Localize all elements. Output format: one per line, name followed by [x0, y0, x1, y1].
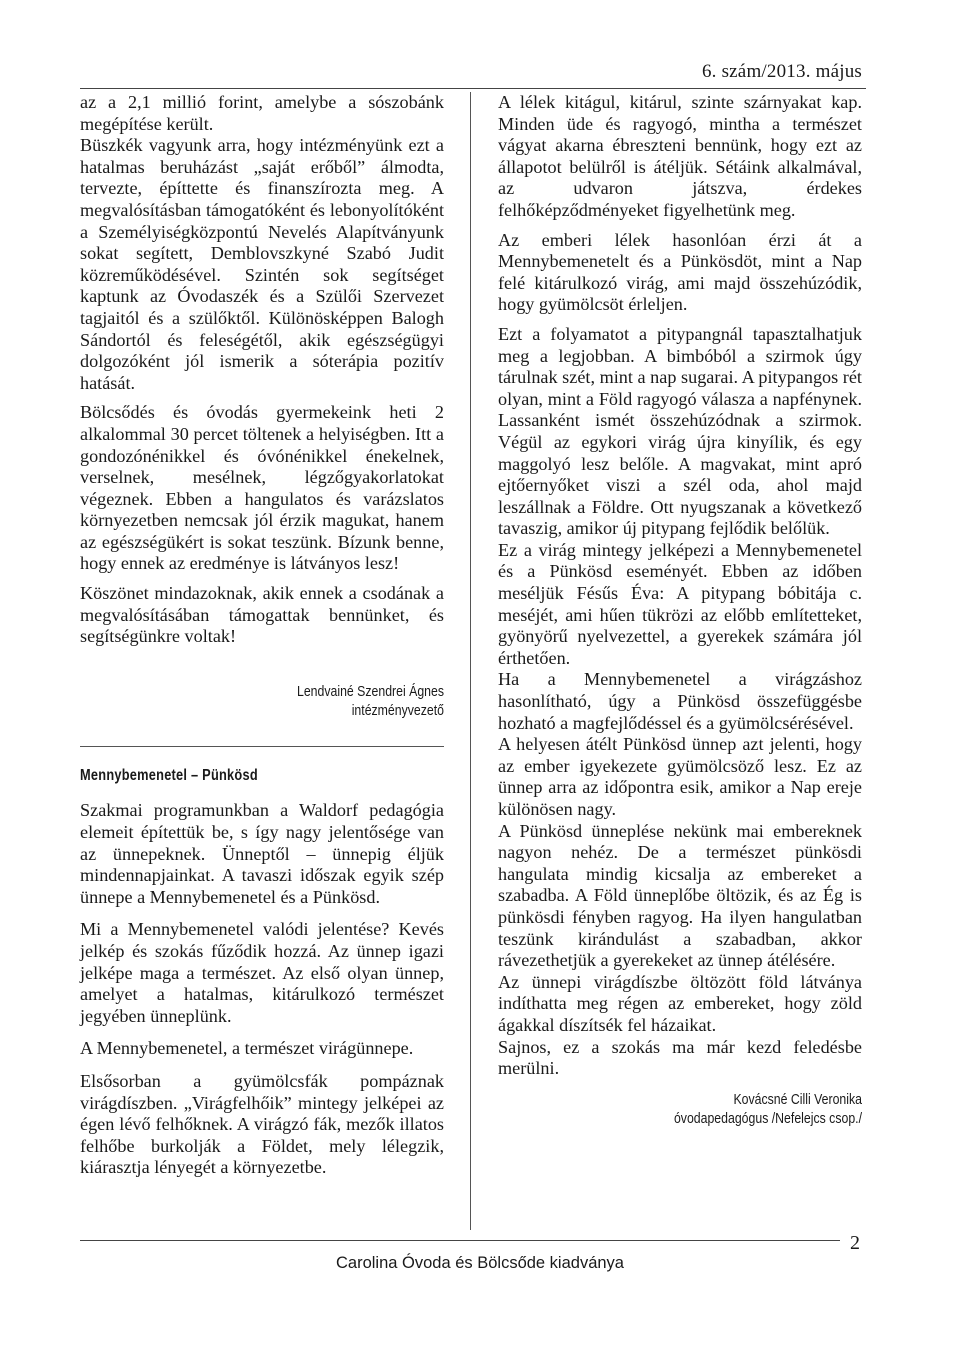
- section-paragraph-2: Mi a Mennybemenetel valódi jelentése? Kevés jelkép és szokás fűződik hozzá. Az ünnep igazi jelképe maga a természet. Az első olyan ünnep, amelyet a hatalmas, kitárulkozó természet jegyében ünneplünk.: [80, 919, 444, 1026]
- author-role: intézményvezető: [351, 701, 444, 719]
- section-paragraph-1: Szakmai programunkban a Waldorf pedagógia elemeit építettük be, s így nagy jelentősége van az ünnepeknek. Ünneptől – ünnepig éljük mindennapjainkat. A tavaszi időszak egyik szép ünnepe a Mennybemenetel és a Pünkösd.: [80, 800, 444, 907]
- section-paragraph-4: Elsősorban a gyümölcsfák pompáznak virágdíszben. „Virágfelhőik” mintegy jelképei az égen lévő felhőknek. A virágzó fák, mezők illatos felhőbe burkolják a Földet, mely lélegzik, kiárasztja lényegét a környezetbe.: [80, 1070, 444, 1178]
- right-paragraph-9: Sajnos, ez a szokás ma már kezd feledésbe merülni.: [498, 1036, 862, 1079]
- left-paragraph-3: Bölcsődés és óvodás gyermekeink heti 2 alkalommal 30 percet töltenek a helyiségben. Itt a gondozónénikkel és óvónénikkel énekelnek, verselnek, mesélnek, légzőgyakorlatokat végeznek. Ebben a hangulatos és varázslatos környezetben nemcsak jól érzik magukat, hanem az egészségükért is sokat teszünk. Bízunk benne, hogy ennek az eredménye is látványos lesz!: [80, 402, 444, 574]
- right-paragraph-1: A lélek kitágul, kitárul, szinte szárnyakat kap. Minden üde és ragyogó, mintha a természet vágyat akarna ébreszteni bennünk, hogy ezt az állapotot belülről is átéljük. Sétáink alkalmával, az udvaron játszva, érdekes felhőképződményeket figyelhetünk meg.: [498, 92, 862, 220]
- publication-name: Carolina Óvoda és Bölcsőde kiadványa: [335, 1254, 624, 1272]
- right-paragraph-4: Ez a virág mintegy jelképezi a Mennybemenetel és a Pünkösd eseményét. Ebben az időben meséljük Fésűs Éva: A pitypang bóbitája c. meséjét, ami hűen tükrözi az előbb említetteket, gyönyörű nyelvezettel, a gyerekek számára jól érthetően.: [498, 539, 862, 668]
- section-divider: [80, 746, 444, 747]
- author-name: Lendvainé Szendrei Ágnes: [296, 682, 444, 700]
- left-paragraph-4: Köszönet mindazoknak, akik ennek a csodának a megvalósításában támogattak bennünket, és segítségünkre voltak!: [80, 583, 444, 647]
- author-name: Kovácsné Cilli Veronika: [733, 1090, 862, 1108]
- left-paragraph-2: Büszkék vagyunk arra, hogy intézményünk ezt a hatalmas beruházást „saját erőből” álmodta, tervezte, építtette és finanszírozta meg. A megvalósításban támogatóként és lebonyolítóként a Személyiségközpontú Nevelés Alapítványunk sokat segített, Demblovszkyné Szabó Judit közreműködésével. Szintén sok segítséget kaptunk az Óvodaszék és a Szülői Szervezet tagjaitól és a szülőktől. Különösképpen Balogh Sándortól és feleségétől, akik egészségügyi dolgozóként jól ismerik a sóterápia pozitív hatását.: [80, 135, 444, 393]
- section-title: Mennybemenetel – Pünkösd: [80, 766, 258, 784]
- right-paragraph-5: Ha a Mennybemenetel a virágzáshoz hasonlítható, úgy a Pünkösd összefüggésbe hozható a magfejlődéssel és a gyümölcsérésével.: [498, 669, 862, 733]
- right-paragraph-6: A helyesen átélt Pünkösd ünnep azt jelenti, hogy az ember igyekezete gyümölcsöző lesz. Ez az ünnep arra az időpontra esik, amikor a Nap ereje különösen nagy.: [498, 734, 862, 819]
- footer-divider: [80, 1240, 840, 1241]
- right-paragraph-3: Ezt a folyamatot a pitypangnál tapasztalhatjuk meg a legjobban. A bimbóból a szirmok úgy tárulnak szét, mint a nap sugarai. A pitypangos rét olyan, mint a Föld ragyogó válasza a napfénynek. Lassanként ismét összehúzódnak a szirmok. Végül az egykori virág újra kinyílik, és egy maggolyó lesz belőle. A magvakat, mint apró ejtőernyőket viszi a szél oda, ahol majd leszállnak a Földre. Ott nyugszanak a következő tavaszig, amikor új pitypang fejlődik belőlük.: [498, 323, 862, 539]
- column-divider: [470, 92, 471, 1230]
- right-paragraph-2: Az emberi lélek hasonlóan érzi át a Mennybemenetelt és a Pünkösdöt, mint a Nap felé kitárulkozó virág, ami majd összehúzódik, hogy gyümölcsöt érleljen.: [498, 229, 862, 315]
- section-paragraph-3: A Mennybemenetel, a természet virágünnepe.: [80, 1038, 414, 1059]
- header-divider: [80, 88, 866, 89]
- author-signature-1: [146, 682, 444, 720]
- author-signature-2: [564, 1090, 862, 1128]
- author-role: óvodapedagógus /Nefelejcs csop./: [673, 1109, 862, 1127]
- right-column: [498, 92, 862, 1128]
- left-column: [80, 92, 444, 1179]
- right-paragraph-7: A Pünkösd ünneplése nekünk mai embereknek nagyon nehéz. De a természet pünkösdi hangulata mindig kicsalja az embereket a szabadba. A Föld ünneplőbe öltözik, és az Ég is pünkösdi fényben ragyog. Ha ilyen hangulatban teszünk kirándulást a szabadban, akkor rávezethetjük a gyerekeket az ünnep átélésére.: [498, 820, 862, 971]
- right-paragraph-8: Az ünnepi virágdíszbe öltözött föld látványa indíthatta meg régen az embereket, hogy zöld ágakkal díszítsék fel házaikat.: [498, 971, 862, 1035]
- page-number: 2: [850, 1232, 860, 1254]
- issue-label: 6. szám/2013. május: [701, 61, 862, 82]
- left-paragraph-1: az a 2,1 millió forint, amelybe a sószobánk megépítése került.: [80, 92, 444, 134]
